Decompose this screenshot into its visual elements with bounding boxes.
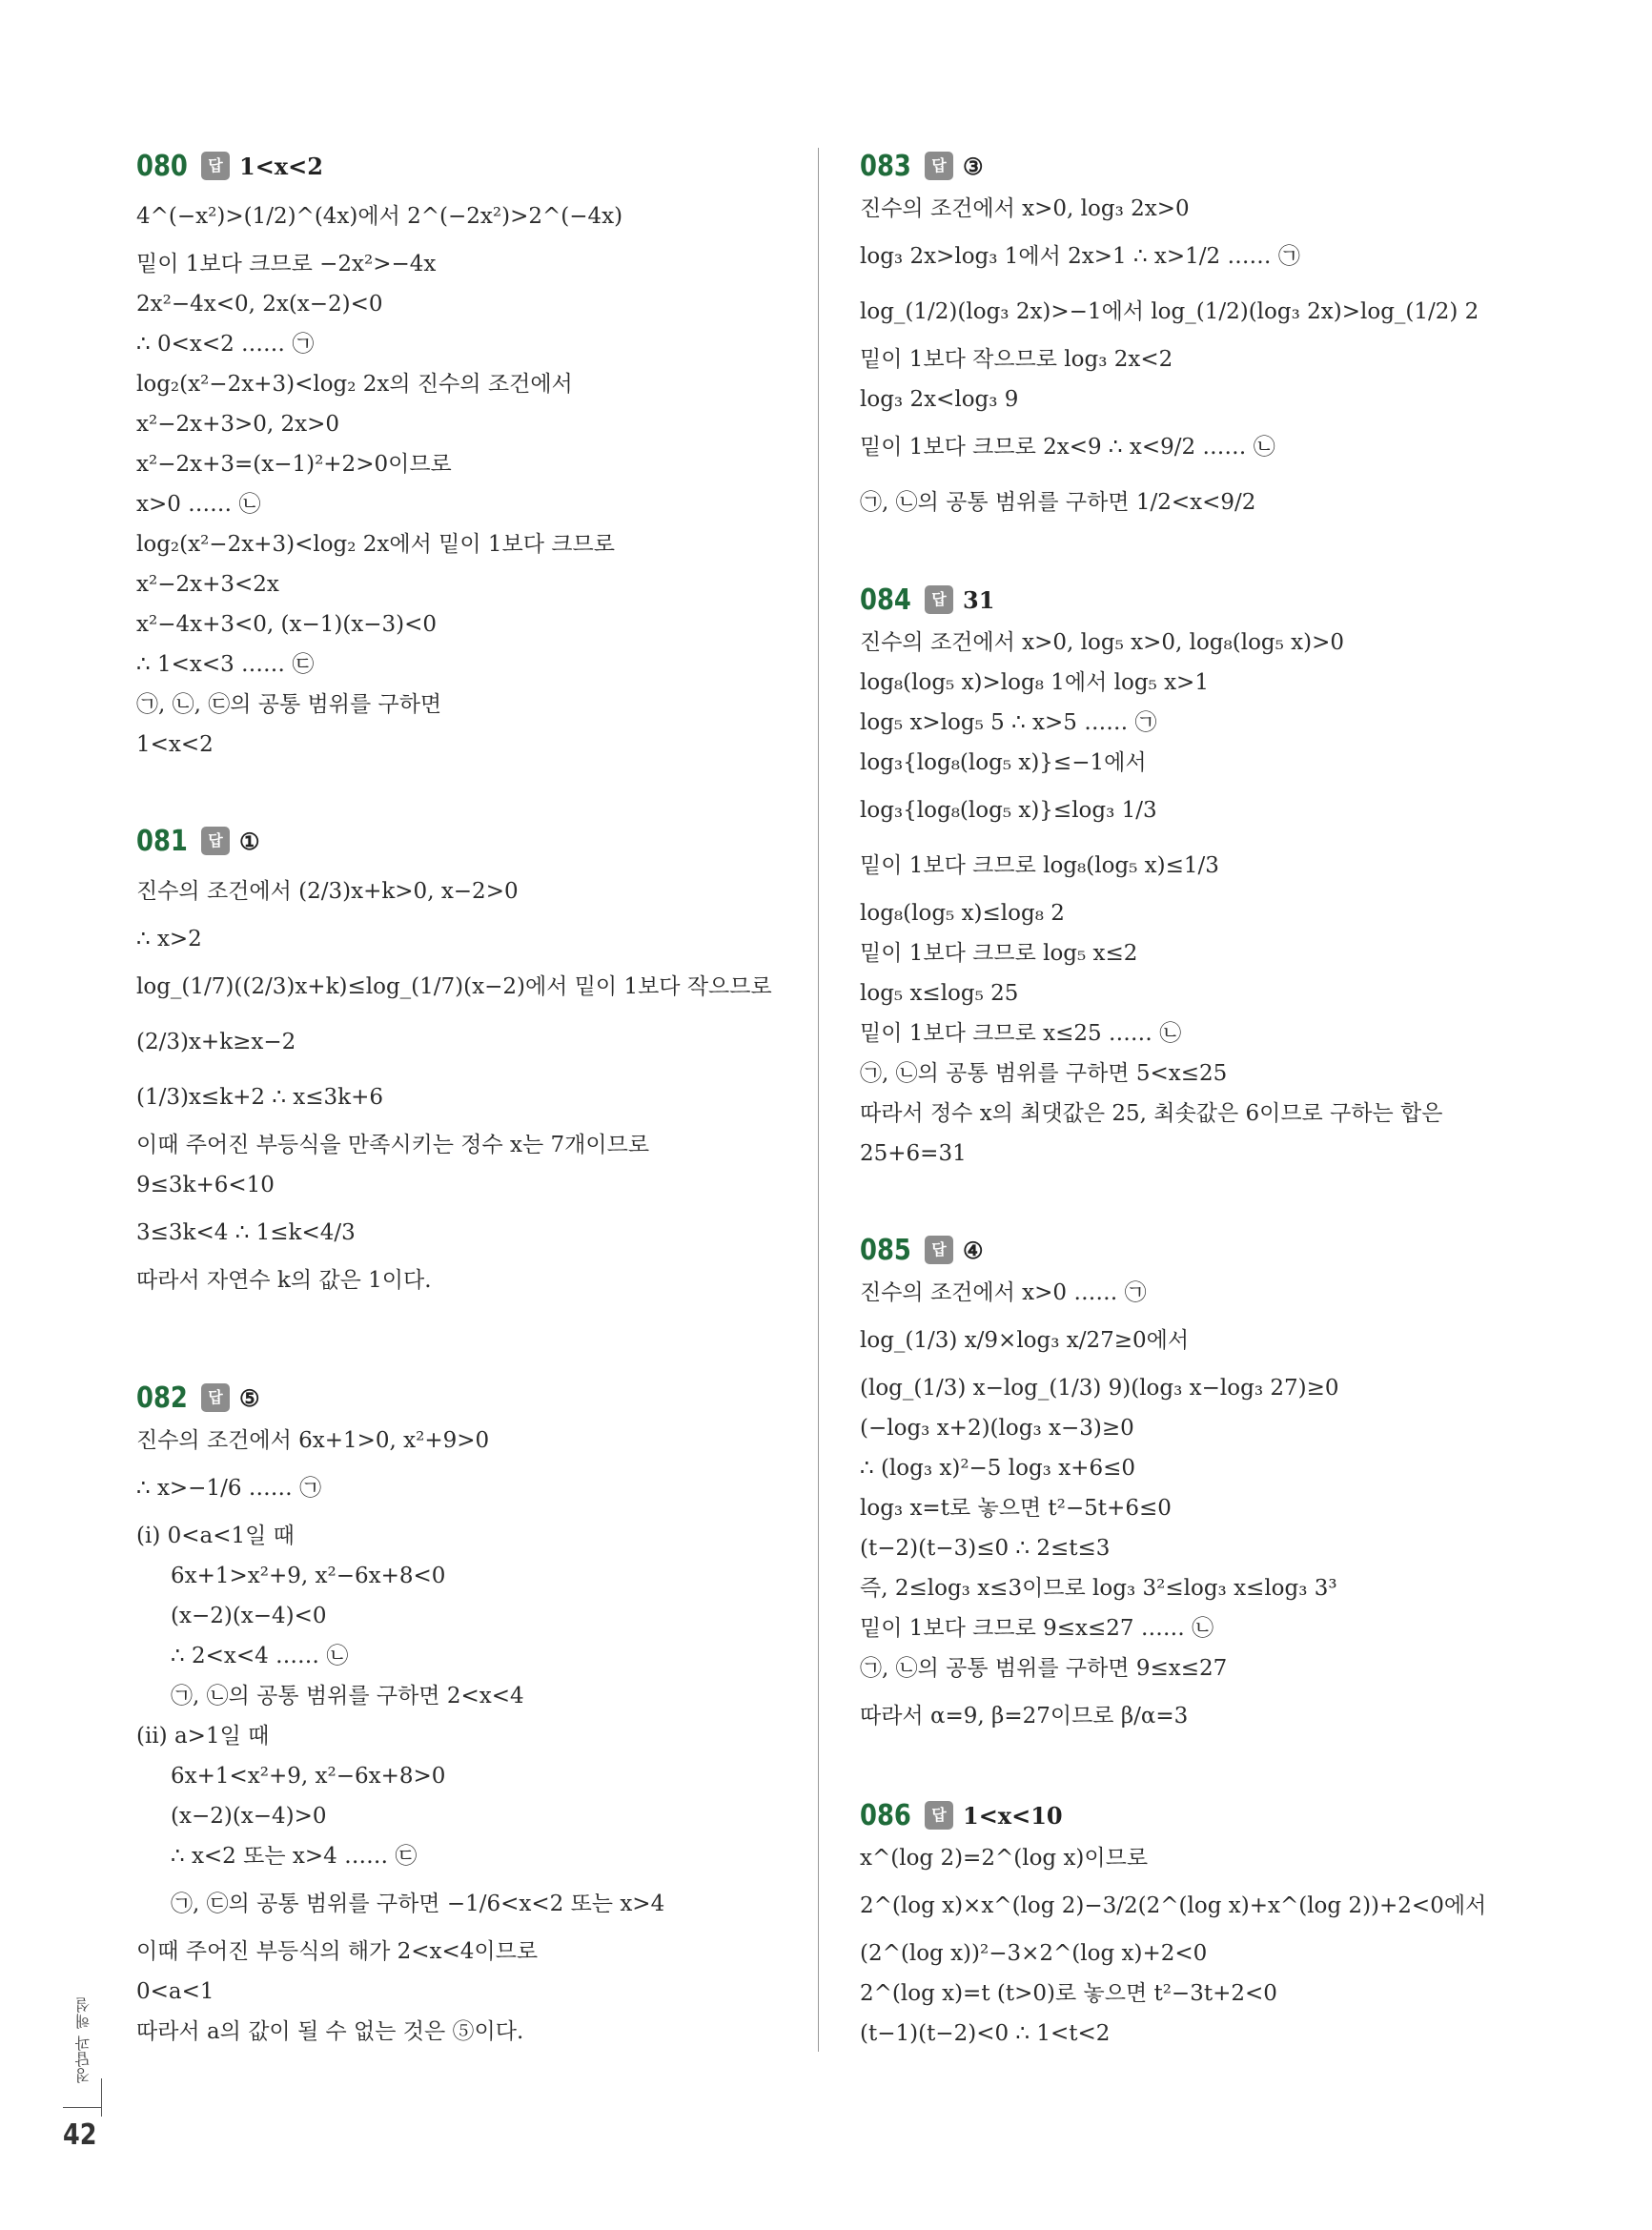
solution-line: (ⅱ) a>1일 때 [136,1724,270,1749]
solution-line: 9≤3k+6<10 [136,1173,275,1197]
solution-line: 밑이 1보다 작으므로 log₃ 2x<2 [860,347,1173,372]
answer-value: 31 [963,585,995,614]
solution-line: 6x+1<x²+9, x²−6x+8>0 [171,1764,446,1789]
problem-header [136,818,794,864]
solution-line: 25+6=31 [860,1141,967,1166]
solution-line: (t−2)(t−3)≤0 ∴ 2≤t≤3 [860,1536,1111,1561]
solution-line: log₈(log₅ x)≤log₈ 2 [860,901,1065,926]
answer-badge: 답 [925,1801,953,1830]
solution-line: (1/3)x≤k+2 ∴ x≤3k+6 [136,1085,384,1110]
problem-number: 082 [136,1381,188,1415]
solution-line: (log_(1/3) x−log_(1/3) 9)(log₃ x−log₃ 27)≥0 [860,1376,1339,1401]
solution-line: 2^(log x)=t (t>0)로 놓으면 t²−3t+2<0 [860,1981,1277,2006]
solution-line: 0<a<1 [136,1979,214,2004]
solution-line: 진수의 조건에서 x>0 …… ㉠ [860,1280,1147,1305]
problem-084 [860,577,1518,1174]
solution-line: ∴ 1<x<3 …… ㉢ [136,652,315,677]
solution-line: 진수의 조건에서 x>0, log₅ x>0, log₈(log₅ x)>0 [860,630,1345,655]
solution-line: ㉠, ㉡의 공통 범위를 구하면 5<x≤25 [860,1061,1228,1086]
answer-value: ① [239,827,260,855]
problem-number: 084 [860,583,911,617]
solution-line: ∴ 0<x<2 …… ㉠ [136,332,315,357]
solution-line: (t−1)(t−2)<0 ∴ 1<t<2 [860,2021,1111,2046]
solution-line: log₈(log₅ x)>log₈ 1에서 log₅ x>1 [860,670,1209,695]
problem-number: 086 [860,1798,911,1832]
solution-line: ㉠, ㉡, ㉢의 공통 범위를 구하면 [136,692,442,717]
solution-line: 진수의 조건에서 x>0, log₃ 2x>0 [860,196,1190,221]
solution-line: 진수의 조건에서 6x+1>0, x²+9>0 [136,1428,490,1453]
solution-line: x²−2x+3=(x−1)²+2>0이므로 [136,452,452,477]
solution-line: log_(1/2)(log₃ 2x)>−1에서 log_(1/2)(log₃ 2x)>log_(1/2) 2 [860,299,1479,324]
solution-line: (x−2)(x−4)<0 [171,1604,327,1628]
answer-badge: 답 [925,152,953,180]
answer-badge: 답 [201,827,230,855]
problem-header [860,1792,1518,1838]
solution-line: ∴ x>−1/6 …… ㉠ [136,1476,322,1501]
solution-line: ㉠, ㉢의 공통 범위를 구하면 −1/6<x<2 또는 x>4 [171,1892,665,1916]
solution-line: ∴ 2<x<4 …… ㉡ [171,1644,349,1668]
answer-badge: 답 [925,1236,953,1264]
problem-081 [136,818,794,1300]
problem-header [136,143,794,189]
problem-number: 085 [860,1233,911,1267]
solution-line: 2x²−4x<0, 2x(x−2)<0 [136,292,383,317]
problem-header [136,1375,794,1421]
solution-line: (x−2)(x−4)>0 [171,1804,327,1829]
solution-line: x^(log 2)=2^(log x)이므로 [860,1846,1149,1871]
solution-line: 밑이 1보다 크므로 x≤25 …… ㉡ [860,1021,1182,1046]
solution-line: (2/3)x+k≥x−2 [136,1030,296,1054]
section-label: 정답과 해설 [74,1996,92,2084]
problem-083 [860,143,1518,530]
solution-line: 4^(−x²)>(1/2)^(4x)에서 2^(−2x²)>2^(−4x) [136,204,623,229]
solution-line: 따라서 자연수 k의 값은 1이다. [136,1268,432,1293]
solution-line: 6x+1>x²+9, x²−6x+8<0 [171,1564,446,1588]
solution-line: log_(1/3) x/9×log₃ x/27≥0에서 [860,1328,1190,1353]
solution-line: ㉠, ㉡의 공통 범위를 구하면 1/2<x<9/2 [860,490,1256,515]
solution-line: 진수의 조건에서 (2/3)x+k>0, x−2>0 [136,879,519,904]
solution-line: 따라서 a의 값이 될 수 없는 것은 ⑤이다. [136,2019,524,2044]
solution-line: log₃ 2x<log₃ 9 [860,387,1019,412]
solution-line: (−log₃ x+2)(log₃ x−3)≥0 [860,1416,1134,1441]
answer-value: ⑤ [239,1383,260,1412]
solution-line: 밑이 1보다 크므로 −2x²>−4x [136,252,437,276]
solution-line: log₃ x=t로 놓으면 t²−5t+6≤0 [860,1496,1172,1521]
solution-line: 따라서 α=9, β=27이므로 β/α=3 [860,1704,1189,1729]
solution-line: log₃{log₈(log₅ x)}≤−1에서 [860,750,1147,775]
solution-line: log₂(x²−2x+3)<log₂ 2x에서 밑이 1보다 크므로 [136,532,615,557]
footer-rule [101,2078,102,2117]
solution-line: log₂(x²−2x+3)<log₂ 2x의 진수의 조건에서 [136,372,573,397]
solution-line: x²−2x+3>0, 2x>0 [136,412,340,437]
answer-badge: 답 [201,1383,230,1412]
solution-line: ㉠, ㉡의 공통 범위를 구하면 2<x<4 [171,1684,524,1708]
column-divider [818,148,819,2052]
footer-tick [63,2107,101,2108]
problem-number: 081 [136,824,188,858]
solution-line: log₅ x>log₅ 5 ∴ x>5 …… ㉠ [860,710,1157,735]
solution-line: 이때 주어진 부등식을 만족시키는 정수 x는 7개이므로 [136,1133,650,1157]
solution-line: 3≤3k<4 ∴ 1≤k<4/3 [136,1220,356,1245]
solution-line: 이때 주어진 부등식의 해가 2<x<4이므로 [136,1939,539,1964]
solution-line: log₃ 2x>log₃ 1에서 2x>1 ∴ x>1/2 …… ㉠ [860,244,1300,269]
problem-085 [860,1227,1518,1744]
solution-line: x²−4x+3<0, (x−1)(x−3)<0 [136,612,438,637]
answer-value: 1<x<10 [963,1801,1063,1830]
problem-header [860,577,1518,623]
problem-080 [136,143,794,765]
solution-line: x>0 …… ㉡ [136,492,261,517]
solution-line: 밑이 1보다 크므로 2x<9 ∴ x<9/2 …… ㉡ [860,435,1275,460]
solution-line: ∴ x>2 [136,927,202,951]
problem-086 [860,1792,1518,2054]
page-number: 42 [63,2118,97,2152]
solution-line: log_(1/7)((2/3)x+k)≤log_(1/7)(x−2)에서 밑이 1보다 작으므로 [136,974,772,999]
answer-value: ③ [963,152,984,180]
solution-line: 밑이 1보다 크므로 9≤x≤27 …… ㉡ [860,1616,1214,1641]
solution-line: (ⅰ) 0<a<1일 때 [136,1524,295,1548]
solution-line: (2^(log x))²−3×2^(log x)+2<0 [860,1941,1208,1966]
solution-line: ∴ x<2 또는 x>4 …… ㉢ [171,1844,418,1869]
problem-header [860,143,1518,189]
problem-082 [136,1375,794,2052]
problem-number: 080 [136,149,188,183]
problem-header [860,1227,1518,1273]
solution-line: 1<x<2 [136,732,214,757]
solution-line: ㉠, ㉡의 공통 범위를 구하면 9≤x≤27 [860,1656,1228,1681]
answer-badge: 답 [925,585,953,614]
solution-line: log₃{log₈(log₅ x)}≤log₃ 1/3 [860,798,1157,823]
solution-line: 즉, 2≤log₃ x≤3이므로 log₃ 3²≤log₃ x≤log₃ 3³ [860,1576,1337,1601]
solution-line: 밑이 1보다 크므로 log₈(log₅ x)≤1/3 [860,853,1219,878]
problem-number: 083 [860,149,911,183]
solution-line: ∴ (log₃ x)²−5 log₃ x+6≤0 [860,1456,1135,1481]
answer-value: 1<x<2 [239,152,323,180]
solution-line: x²−2x+3<2x [136,572,279,597]
answer-badge: 답 [201,152,230,180]
solution-line: log₅ x≤log₅ 25 [860,981,1019,1006]
solution-line: 따라서 정수 x의 최댓값은 25, 최솟값은 6이므로 구하는 합은 [860,1101,1443,1126]
solution-line: 2^(log x)×x^(log 2)−3/2(2^(log x)+x^(log 2))+2<0에서 [860,1893,1487,1918]
solution-line: 밑이 1보다 크므로 log₅ x≤2 [860,941,1138,966]
answer-value: ④ [963,1236,984,1264]
